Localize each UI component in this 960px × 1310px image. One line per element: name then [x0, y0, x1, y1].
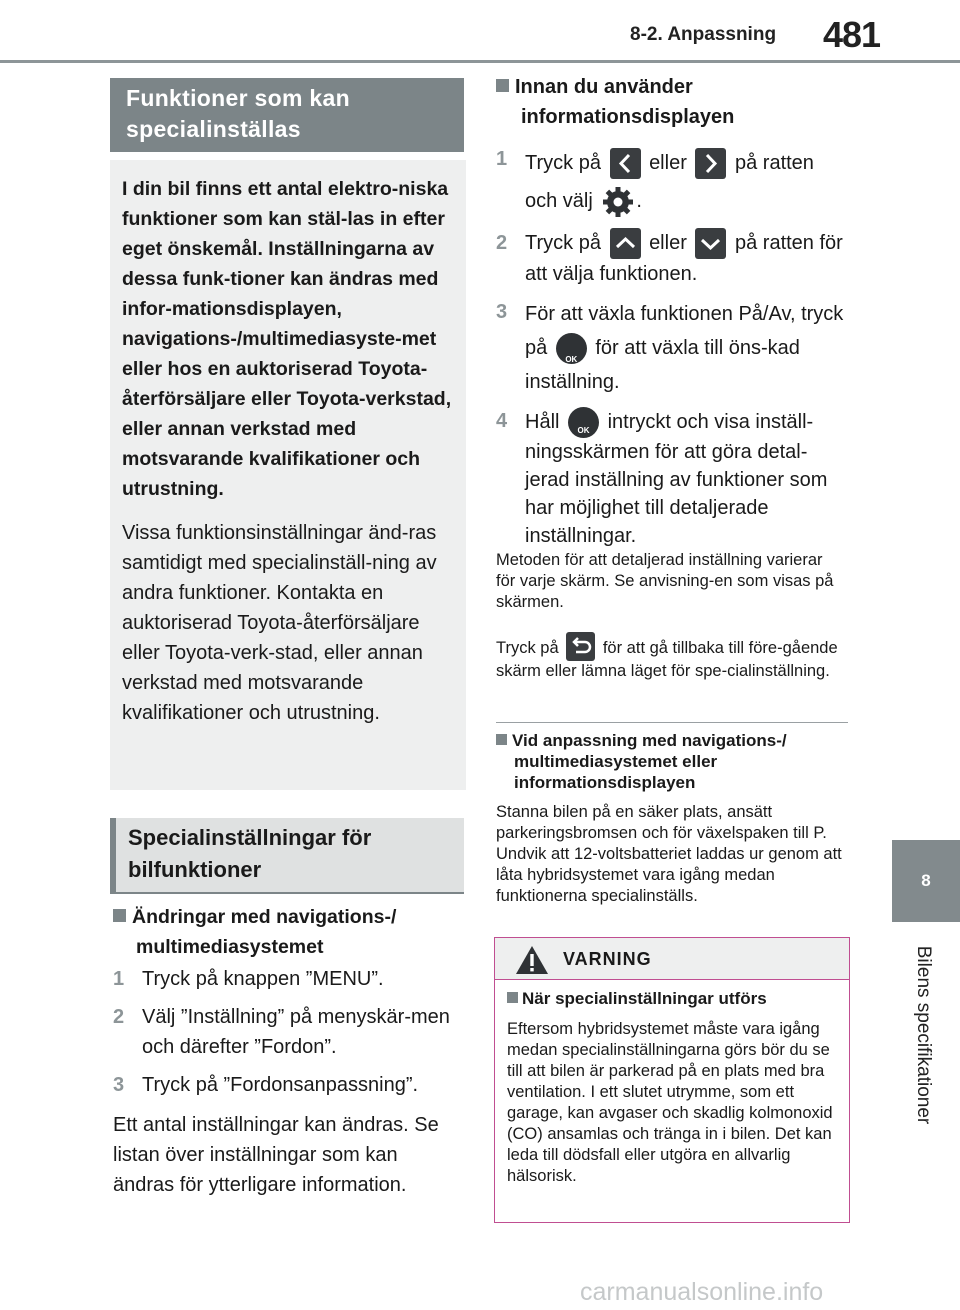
step-text: intryckt och visa inställ-ningsskärmen för att göra detal-jerad inställning av funktioner som har möjlighet till detaljerade inställningar.: [525, 411, 828, 548]
step-number: 1: [496, 148, 508, 170]
warning-header: [495, 938, 849, 980]
chevron-left-icon: [610, 148, 641, 179]
back-note-text: Tryck på: [496, 639, 559, 657]
display-steps: [496, 144, 851, 558]
nav-steps: [113, 964, 463, 1108]
ok-icon-label: OK: [565, 355, 578, 365]
display-subheading-text: Innan du använder informationsdisplayen: [515, 76, 735, 128]
warning-body: [495, 980, 849, 1187]
method-note: Metoden för att detaljerad inställning varierar för varje skärm. Se anvisning-en som visas på skärmen.: [496, 551, 834, 611]
chapter-title: Bilens specifikationer: [913, 945, 934, 1125]
step-text: Tryck på: [525, 152, 601, 174]
step-text: För att växla funktionen På/Av, tryck på: [525, 303, 844, 360]
step-text: Tryck på knappen ”MENU”.: [142, 968, 384, 990]
gear-icon: [601, 185, 635, 219]
warning-subheading-text: När specialinställningar utförs: [522, 989, 767, 1008]
nav-step-2: [113, 1002, 463, 1062]
ok-icon-label: OK: [577, 426, 590, 436]
step-text: .: [636, 190, 642, 212]
chapter-number: 8: [921, 871, 931, 890]
step-text: på ratten för att välja funktionen.: [525, 232, 843, 286]
nav-step-3: [113, 1070, 463, 1100]
heading-special-settings: Specialinställningar för bilfunktioner: [110, 818, 464, 894]
customization-subheading-block: [496, 730, 846, 793]
chevron-right-icon: [695, 148, 726, 179]
warning-title: VARNING: [563, 949, 652, 969]
step-text: Tryck på ”Fordonsanpassning”.: [142, 1074, 419, 1096]
customization-note: Stanna bilen på en säker plats, ansätt parkeringsbromsen och för växelspaken till P. Undvik att 12-voltsbatteriet laddas ur genom att låta hybridsystemet vara igång medan funktionerna specialinställs.: [496, 803, 842, 905]
nav-subheading-text: Ändringar med navigations-/ multimediasystemet: [132, 906, 397, 958]
chevron-up-icon: [610, 228, 641, 259]
chevron-down-icon: [695, 228, 726, 259]
header-rule: [0, 60, 960, 63]
page-number: 481: [823, 14, 881, 55]
step-text: eller: [649, 232, 687, 254]
display-step-2: [496, 228, 851, 289]
square-bullet-icon: [496, 734, 507, 745]
step-number: 2: [113, 1006, 125, 1028]
step-number: 2: [496, 232, 508, 254]
ok-button-icon: [568, 407, 599, 438]
warning-subheading: [507, 988, 839, 1010]
step-text: för att växla till öns-kad inställning.: [525, 337, 800, 394]
step-text: Tryck på: [525, 232, 601, 254]
section-divider: [496, 722, 848, 723]
nav-subheading-block: [113, 902, 463, 962]
ok-button-icon: [556, 333, 587, 364]
back-note: [496, 632, 846, 682]
step-number: 4: [496, 410, 508, 433]
step-text: Håll: [525, 411, 560, 433]
heading-functions: Funktioner som kan specialinställas: [110, 78, 464, 152]
chapter-side-label: [908, 930, 938, 1140]
nav-step-1: [113, 964, 463, 994]
watermark: carmanualsonline.info: [580, 1278, 824, 1306]
section-title: 8-2. Anpassning: [630, 24, 777, 45]
warning-text: Eftersom hybridsystemet måste vara igång medan specialinställningarna görs bör du se till att bilen är parkerad på en plats med bra ventilation. I ett slutet utrymme, som ett garage, kan avgaser och skadlig kolmonoxid (CO) ansamlas och tränga in i bilen. Det kan leda till dödsfall eller utgöra en allvarlig hälsorisk.: [507, 1020, 833, 1185]
step-text: på ratten och välj: [525, 152, 814, 212]
square-bullet-icon: [113, 909, 126, 922]
display-subheading: [496, 72, 846, 132]
intro-normal-text: Vissa funktionsinställningar änd-ras samtidigt med specialinställ-ning av andra funktioner. Kontakta en auktoriserad Toyota-återförsäljare eller Toyota-verk-stad, eller annan verkstad med motsvarande kvalifikationer och utrustning.: [122, 522, 437, 724]
customization-subheading-text: Vid anpassning med navigations-/ multimediasystemet eller informationsdisplayen: [512, 731, 787, 792]
nav-subheading: [113, 902, 463, 962]
step-number: 3: [113, 1074, 125, 1096]
chapter-tab: [892, 840, 960, 922]
step-number: 1: [113, 968, 125, 990]
step-number: 3: [496, 301, 508, 324]
nav-tail-text: Ett antal inställningar kan ändras. Se listan över inställningar som kan ändras för ytterligare information.: [113, 1114, 439, 1196]
display-step-3: [496, 297, 851, 399]
intro-box: [110, 160, 466, 790]
display-step-1: [496, 144, 851, 220]
back-arrow-icon: [566, 632, 595, 661]
square-bullet-icon: [507, 992, 518, 1003]
display-subheading-block: [496, 72, 846, 132]
back-note-text: för att gå tillbaka till före-gående skärm eller lämna läget för spe-cialinställning.: [496, 639, 838, 680]
square-bullet-icon: [496, 79, 509, 92]
display-step-4: [496, 407, 851, 550]
warning-box: [494, 937, 850, 1223]
step-text: eller: [649, 152, 687, 174]
intro-bold-text: I din bil finns ett antal elektro-niska funktioner som kan stäl-las in efter eget önskemål. Inställningarna av dessa funk-tioner kan ändras med infor-mationsdisplayen, navigations-/multimediasyste-met eller hos en auktoriserad Toyota-återförsäljare eller Toyota-verkstad, eller annan verkstad med motsvarande kvalifikationer och utrustning.: [122, 178, 452, 500]
step-text: Välj ”Inställning” på menyskär-men och därefter ”Fordon”.: [142, 1006, 450, 1058]
customization-subheading: [496, 730, 846, 793]
warning-triangle-icon: [515, 945, 549, 975]
